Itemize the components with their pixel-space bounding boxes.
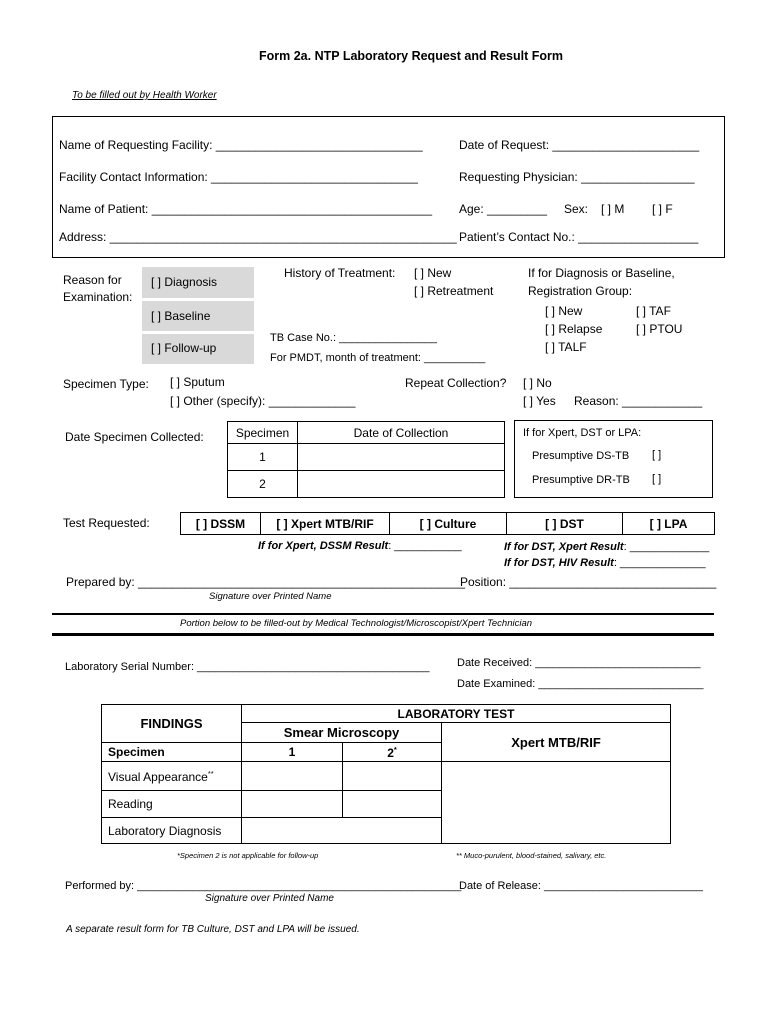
repeat-reason-field[interactable]: Reason: ____________	[574, 394, 703, 408]
specimen-row-2: 2	[228, 471, 298, 498]
history-retreatment-checkbox[interactable]: [ ] Retreatment	[414, 284, 494, 298]
date-examined-field[interactable]: Date Examined: ___________________________	[457, 678, 704, 690]
reading-label: Reading	[102, 791, 242, 818]
visual-appearance-1[interactable]	[242, 762, 343, 791]
lab-diagnosis-cell[interactable]	[242, 818, 442, 844]
reading-2[interactable]	[343, 791, 442, 818]
findings-header: FINDINGS	[102, 705, 242, 743]
visual-appearance-label	[102, 762, 242, 791]
prepared-by-field[interactable]: Prepared by: _________________________________________________	[66, 575, 466, 589]
smear-specimen-2	[343, 743, 442, 762]
baseline-checkbox[interactable]: [ ] Baseline	[151, 309, 211, 323]
registration-label-1: If for Diagnosis or Baseline,	[528, 266, 675, 280]
reg-ptou-checkbox[interactable]: [ ] PTOU	[636, 322, 683, 336]
test-requested-label: Test Requested:	[63, 516, 150, 530]
presumptive-dr-label: Presumptive DR-TB	[532, 474, 630, 486]
diagnosis-checkbox[interactable]: [ ] Diagnosis	[151, 275, 218, 289]
xpert-dssm-result-label: If for Xpert, DSSM Result	[258, 540, 389, 552]
divider-top	[52, 613, 714, 615]
page-title: Form 2a. NTP Laboratory Request and Result Form	[259, 49, 563, 63]
collection-date-2[interactable]	[298, 471, 505, 498]
patient-contact-field[interactable]: Patient’s Contact No.: __________________	[459, 230, 699, 244]
sex-f-checkbox[interactable]: [ ] F	[652, 202, 673, 216]
reg-relapse-checkbox[interactable]: [ ] Relapse	[545, 322, 603, 336]
collection-label: Date Specimen Collected:	[65, 430, 204, 444]
serial-number-field[interactable]: Laboratory Serial Number: ______________________________________	[65, 661, 430, 673]
repeat-label: Repeat Collection?	[405, 376, 507, 390]
pmdt-field[interactable]: For PMDT, month of treatment: __________	[270, 352, 486, 364]
collection-table	[227, 421, 505, 498]
history-new-checkbox[interactable]: [ ] New	[414, 266, 452, 280]
collection-date-1[interactable]	[298, 444, 505, 471]
followup-checkbox[interactable]: [ ] Follow-up	[151, 341, 217, 355]
visual-appearance-marker: **	[207, 768, 214, 778]
specimen-row-1: 1	[228, 444, 298, 471]
date-release-field[interactable]: Date of Release: __________________________	[459, 880, 704, 892]
repeat-yes-checkbox[interactable]: [ ] Yes	[523, 394, 556, 408]
sputum-checkbox[interactable]: [ ] Sputum	[170, 375, 225, 389]
xpert-dssm-result-line: : ___________	[388, 540, 462, 552]
test-xpert-checkbox[interactable]: [ ] Xpert MTB/RIF	[261, 513, 390, 535]
test-dst-checkbox[interactable]: [ ] DST	[507, 513, 623, 535]
xpert-dssm-result-field[interactable]	[258, 540, 462, 552]
col-date-header: Date of Collection	[298, 422, 505, 444]
col-specimen-header: Specimen	[228, 422, 298, 444]
reason-label-2: Examination:	[63, 290, 133, 304]
dst-hiv-result-label: If for DST, HIV Result	[504, 557, 614, 569]
physician-field[interactable]: Requesting Physician: _________________	[459, 170, 695, 184]
address-field[interactable]: Address: ____________________________________________________	[59, 230, 457, 244]
other-specimen-field[interactable]: [ ] Other (specify): _____________	[170, 394, 356, 408]
date-request-field[interactable]: Date of Request: ______________________	[459, 138, 700, 152]
sex-label: Sex:	[564, 202, 589, 216]
presumptive-dr-checkbox[interactable]: [ ]	[652, 473, 662, 485]
contact-field[interactable]: Facility Contact Information: _______________________________	[59, 170, 418, 184]
presumptive-label: If for Xpert, DST or LPA:	[523, 427, 642, 439]
results-table	[101, 704, 671, 844]
registration-label-2: Registration Group:	[528, 284, 633, 298]
test-culture-checkbox[interactable]: [ ] Culture	[390, 513, 507, 535]
smear-header: Smear Microscopy	[242, 723, 442, 743]
repeat-no-checkbox[interactable]: [ ] No	[523, 376, 552, 390]
test-lpa-checkbox[interactable]: [ ] LPA	[623, 513, 715, 535]
facility-field[interactable]: Name of Requesting Facility: _______________________________	[59, 138, 423, 152]
visual-appearance-text: Visual Appearance	[108, 769, 208, 784]
visual-appearance-2[interactable]	[343, 762, 442, 791]
specimen-row-label: Specimen	[102, 743, 242, 762]
age-field[interactable]: Age: _________	[459, 202, 548, 216]
divider-note: Portion below to be filled-out by Medical Technologist/Microscopist/Xpert Technician	[180, 618, 533, 629]
presumptive-ds-label: Presumptive DS-TB	[532, 450, 630, 462]
lab-test-header: LABORATORY TEST	[242, 705, 671, 723]
prepared-signature-caption: Signature over Printed Name	[209, 591, 332, 602]
reg-talf-checkbox[interactable]: [ ] TALF	[545, 340, 587, 354]
presumptive-ds-checkbox[interactable]: [ ]	[652, 449, 662, 461]
specimen-type-label: Specimen Type:	[63, 377, 149, 391]
divider-bottom	[52, 633, 714, 636]
tb-case-field[interactable]: TB Case No.: ________________	[270, 332, 437, 344]
reg-taf-checkbox[interactable]: [ ] TAF	[636, 304, 671, 318]
smear-specimen-2-value: 2	[387, 745, 394, 760]
smear-specimen-1: 1	[242, 743, 343, 762]
reason-label-1: Reason for	[63, 273, 122, 287]
test-dssm-checkbox[interactable]: [ ] DSSM	[181, 513, 261, 535]
reg-new-checkbox[interactable]: [ ] New	[545, 304, 583, 318]
dst-xpert-result-line: : _____________	[623, 541, 710, 553]
dst-xpert-result-label: If for DST, Xpert Result	[504, 541, 624, 553]
reading-1[interactable]	[242, 791, 343, 818]
footnote-visual: ** Muco-purulent, blood-stained, salivary, etc.	[456, 851, 607, 860]
footnote-specimen-2: *Specimen 2 is not applicable for follow-up	[177, 851, 319, 860]
performed-by-field[interactable]: Performed by: _____________________________________________________	[65, 880, 462, 892]
performed-signature-caption: Signature over Printed Name	[205, 893, 334, 904]
test-requested-table	[180, 512, 715, 535]
date-received-field[interactable]: Date Received: ___________________________	[457, 657, 701, 669]
patient-name-field[interactable]: Name of Patient: __________________________________________	[59, 202, 433, 216]
dst-hiv-result-field[interactable]	[504, 557, 706, 569]
xpert-result-cell[interactable]	[442, 762, 671, 844]
lab-diagnosis-label: Laboratory Diagnosis	[102, 818, 242, 844]
smear-specimen-2-marker: *	[393, 744, 397, 754]
dst-hiv-result-line: : ______________	[613, 557, 706, 569]
footer-note: A separate result form for TB Culture, DST and LPA will be issued.	[66, 924, 360, 935]
sex-m-checkbox[interactable]: [ ] M	[601, 202, 625, 216]
dst-xpert-result-field[interactable]	[504, 541, 709, 553]
position-field[interactable]: Position: _______________________________	[460, 575, 717, 589]
history-label: History of Treatment:	[284, 266, 396, 280]
filled-by-note: To be filled out by Health Worker	[72, 90, 217, 101]
xpert-header: Xpert MTB/RIF	[442, 723, 671, 762]
